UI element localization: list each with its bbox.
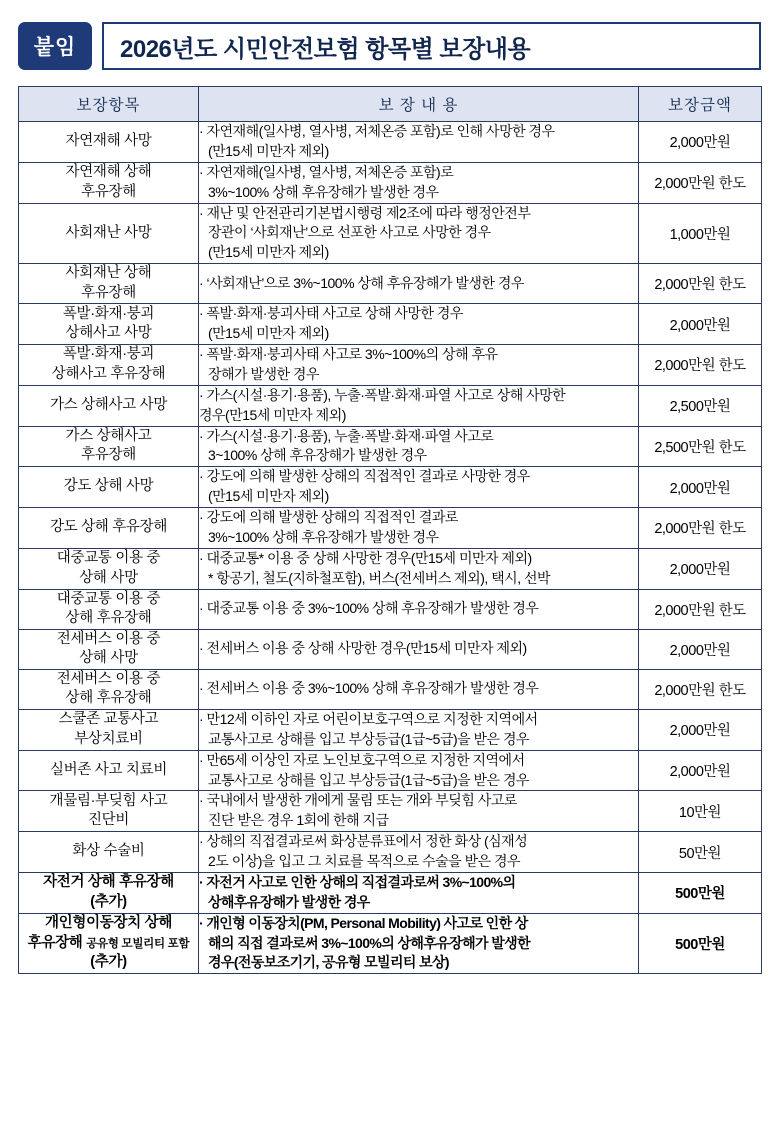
coverage-item-line: 상해 후유장해 [65, 690, 152, 707]
coverage-description-line: · 폭발·화재·붕괴사태 사고로 3%~100%의 상해 후유 [199, 346, 498, 362]
coverage-item-line: 개물림·부딪힘 사고 [49, 792, 168, 809]
coverage-description [199, 203, 639, 264]
coverage-item-line: 강도 상해 사망 [63, 478, 154, 495]
column-header-amount: 보장금액 [639, 87, 762, 122]
coverage-item-line: 스쿨존 교통사고 [58, 711, 159, 728]
coverage-item [19, 426, 199, 467]
coverage-description-line: · ‘사회재난’으로 3%~100% 상해 후유장해가 발생한 경우 [199, 274, 524, 291]
page-title: 2026년도 시민안전보험 항목별 보장내용 [120, 35, 531, 63]
coverage-item-line: 상해 후유장해 [65, 610, 152, 627]
coverage-description-line: 진단 받은 경우 1회에 한해 지급 [208, 812, 389, 829]
coverage-amount: 2,500만원 [639, 385, 762, 426]
table-row [19, 426, 762, 467]
coverage-item-line: 자연재해 상해 [65, 164, 152, 181]
coverage-description-line: 교통사고로 상해를 입고 부상등급(1급~5급)을 받은 경우 [208, 730, 530, 747]
table-row [19, 122, 762, 163]
coverage-item [19, 385, 199, 426]
coverage-amount: 2,000만원 한도 [639, 669, 762, 709]
coverage-table [18, 86, 762, 974]
coverage-item-line: 화상 수술비 [72, 843, 145, 860]
coverage-item-line: 진단비 [87, 812, 130, 829]
coverage-amount: 10만원 [639, 791, 762, 832]
coverage-item [19, 508, 199, 549]
attachment-badge: 붙임 [18, 22, 92, 70]
coverage-item [19, 264, 199, 304]
coverage-item [19, 669, 199, 709]
coverage-amount: 2,500만원 한도 [639, 426, 762, 467]
title-box [102, 22, 761, 70]
coverage-description-line: · 자연재해(일사병, 열사병, 저체온증 포함)로 인해 사망한 경우 [199, 123, 555, 139]
coverage-description-line: 장관이 ‘사회재난’으로 선포한 사고로 사망한 경우 [208, 224, 491, 241]
coverage-amount: 50만원 [639, 832, 762, 873]
coverage-description-line: 상해후유장해가 발생한 경우 [208, 893, 370, 910]
coverage-item [19, 913, 199, 974]
coverage-description-line: 장해가 발생한 경우 [208, 365, 319, 382]
coverage-item-line: 후유장해 [81, 183, 136, 200]
coverage-item-line: 사회재난 상해 [65, 265, 152, 282]
coverage-item [19, 709, 199, 750]
coverage-item-line: (추가) [90, 954, 127, 971]
table-row [19, 264, 762, 304]
coverage-description-line: · 대중교통 이용 중 3%~100% 상해 후유장해가 발생한 경우 [199, 600, 539, 617]
coverage-amount: 2,000만원 [639, 467, 762, 508]
table-row [19, 508, 762, 549]
coverage-description-line: · 전세버스 이용 중 상해 사망한 경우(만15세 미만자 제외) [199, 640, 527, 657]
table-row [19, 467, 762, 508]
coverage-item [19, 345, 199, 386]
table-header-row [19, 87, 762, 122]
coverage-item-line: 강도 상해 후유장해 [49, 519, 168, 536]
coverage-item-line: (추가) [90, 893, 127, 910]
coverage-item-line: 상해 사망 [79, 569, 138, 586]
coverage-description [199, 264, 639, 304]
coverage-item-line: 후유장해 공유형 모빌리티 포함 [27, 934, 190, 951]
coverage-description-line: 2도 이상)을 입고 그 치료를 목적으로 수술을 받은 경우 [208, 853, 521, 869]
table-row [19, 629, 762, 669]
coverage-description-line: * 항공기, 철도(지하철포함), 버스(전세버스 제외), 택시, 선박 [208, 569, 551, 586]
coverage-amount: 2,000만원 [639, 709, 762, 750]
coverage-description [199, 345, 639, 386]
coverage-description [199, 508, 639, 549]
coverage-item [19, 589, 199, 629]
coverage-amount: 2,000만원 한도 [639, 162, 762, 203]
coverage-description-line: · 강도에 의해 발생한 상해의 직접적인 결과로 사망한 경우 [199, 468, 530, 485]
coverage-amount: 2,000만원 한도 [639, 508, 762, 549]
coverage-description [199, 467, 639, 508]
coverage-item [19, 750, 199, 791]
coverage-description-line: · 재난 및 안전관리기본법시행령 제2조에 따라 행정안전부 [199, 204, 531, 221]
coverage-item-line: 대중교통 이용 중 [56, 590, 161, 607]
coverage-amount: 2,000만원 한도 [639, 345, 762, 386]
coverage-item-line: 자연재해 사망 [65, 133, 152, 150]
coverage-description-line: 경우(만15세 미만자 제외) [199, 406, 346, 423]
coverage-item [19, 203, 199, 264]
coverage-amount: 2,000만원 [639, 629, 762, 669]
coverage-description-line: · 폭발·화재·붕괴사태 사고로 상해 사망한 경우 [199, 305, 463, 322]
coverage-description-line: (만15세 미만자 제외) [208, 325, 329, 342]
table-row [19, 791, 762, 832]
table-row [19, 548, 762, 589]
coverage-description [199, 122, 639, 163]
coverage-description-line: · 전세버스 이용 중 3%~100% 상해 후유장해가 발생한 경우 [199, 680, 539, 697]
coverage-item [19, 162, 199, 203]
coverage-description-line: 해의 직접 결과로써 3%~100%의 상해후유장해가 발생한 [208, 934, 531, 951]
coverage-item [19, 872, 199, 913]
coverage-item-line: 폭발·화재·붕괴 [62, 305, 155, 322]
table-row [19, 709, 762, 750]
coverage-description-line: · 강도에 의해 발생한 상해의 직접적인 결과로 [199, 509, 458, 525]
table-row [19, 750, 762, 791]
table-row [19, 162, 762, 203]
coverage-description [199, 162, 639, 203]
coverage-item-line: 개인형이동장치 상해 [44, 915, 173, 932]
coverage-description [199, 709, 639, 750]
coverage-description [199, 426, 639, 467]
coverage-item-line: 전세버스 이용 중 [56, 670, 161, 687]
coverage-item-line: 후유장해 [81, 284, 136, 301]
coverage-description-line: · 가스(시설·용기·용품), 누출·폭발·화재·파열 사고로 상해 사망한 [199, 386, 566, 403]
coverage-item-line: 대중교통 이용 중 [56, 550, 161, 567]
coverage-amount: 2,000만원 [639, 548, 762, 589]
coverage-item [19, 832, 199, 873]
coverage-description-line: · 자연재해(일사병, 열사병, 저체온증 포함)로 [199, 163, 454, 180]
table-row [19, 872, 762, 913]
table-header [19, 87, 762, 122]
coverage-description-line: (만15세 미만자 제외) [208, 488, 329, 505]
document-header [18, 22, 761, 70]
coverage-item-line: 부상치료비 [74, 730, 143, 747]
coverage-description-line: 3%~100% 상해 후유장해가 발생한 경우 [208, 528, 439, 545]
coverage-item [19, 467, 199, 508]
coverage-item-line: 후유장해 [81, 447, 136, 464]
coverage-description-line: · 가스(시설·용기·용품), 누출·폭발·화재·파열 사고로 [199, 427, 494, 444]
coverage-description-line: 3~100% 상해 후유장해가 발생한 경우 [208, 447, 427, 464]
coverage-description-line: · 국내에서 발생한 개에게 물림 또는 개와 부딪힘 사고로 [199, 792, 517, 809]
coverage-item [19, 548, 199, 589]
coverage-description [199, 791, 639, 832]
coverage-item-line: 가스 상해사고 사망 [49, 396, 168, 413]
table-row [19, 385, 762, 426]
coverage-description [199, 629, 639, 669]
coverage-item-line: 상해사고 후유장해 [51, 365, 166, 382]
coverage-description [199, 832, 639, 873]
coverage-item [19, 304, 199, 345]
coverage-description-line: · 개인형 이동장치(PM, Personal Mobility) 사고로 인한 상 [199, 914, 528, 931]
table-body [19, 122, 762, 974]
table-row [19, 304, 762, 345]
coverage-item-line: 자전거 상해 후유장해 [43, 874, 174, 891]
table-row [19, 203, 762, 264]
coverage-description-line: 경우(전동보조기기, 공유형 모빌리티 보상) [208, 954, 449, 971]
coverage-description-line: · 대중교통* 이용 중 상해 사망한 경우(만15세 미만자 제외) [199, 549, 532, 566]
coverage-item-line: 전세버스 이용 중 [56, 630, 161, 647]
table-row [19, 589, 762, 629]
coverage-item [19, 629, 199, 669]
coverage-item-line: 실버존 사고 치료비 [49, 761, 168, 778]
coverage-description-line: 3%~100% 상해 후유장해가 발생한 경우 [208, 183, 439, 200]
coverage-description [199, 304, 639, 345]
coverage-amount: 500만원 [639, 872, 762, 913]
coverage-item-line: 사회재난 사망 [65, 224, 152, 241]
coverage-description-line: (만15세 미만자 제외) [208, 142, 329, 159]
coverage-item-line: 가스 상해사고 [65, 427, 152, 444]
coverage-description-line: · 만65세 이상인 자로 노인보호구역으로 지정한 지역에서 [199, 751, 525, 768]
coverage-amount: 2,000만원 [639, 122, 762, 163]
coverage-description-line: · 만12세 이하인 자로 어린이보호구역으로 지정한 지역에서 [199, 710, 538, 727]
coverage-description [199, 750, 639, 791]
column-header-item: 보장항목 [19, 87, 199, 122]
coverage-amount: 2,000만원 [639, 750, 762, 791]
coverage-description-line: · 자전거 사고로 인한 상해의 직접결과로써 3%~100%의 [199, 873, 516, 890]
column-header-description: 보 장 내 용 [199, 87, 639, 122]
coverage-description [199, 548, 639, 589]
coverage-item-line: 상해사고 사망 [65, 325, 152, 342]
coverage-amount: 2,000만원 [639, 304, 762, 345]
coverage-description-line: · 상해의 직접결과로써 화상분류표에서 정한 화상 (심재성 [199, 833, 528, 850]
coverage-description-line: (만15세 미만자 제외) [208, 244, 329, 261]
coverage-amount: 500만원 [639, 913, 762, 974]
coverage-item [19, 791, 199, 832]
table-row [19, 345, 762, 386]
coverage-description [199, 589, 639, 629]
coverage-description [199, 913, 639, 974]
coverage-item-line: 폭발·화재·붕괴 [62, 346, 155, 363]
coverage-amount: 1,000만원 [639, 203, 762, 264]
coverage-amount: 2,000만원 한도 [639, 589, 762, 629]
table-row [19, 669, 762, 709]
coverage-description-line: 교통사고로 상해를 입고 부상등급(1급~5급)을 받은 경우 [208, 771, 530, 788]
table-row [19, 913, 762, 974]
coverage-item-line: 상해 사망 [79, 650, 138, 667]
coverage-description [199, 385, 639, 426]
table-row [19, 832, 762, 873]
coverage-description [199, 669, 639, 709]
coverage-amount: 2,000만원 한도 [639, 264, 762, 304]
coverage-item [19, 122, 199, 163]
coverage-description [199, 872, 639, 913]
